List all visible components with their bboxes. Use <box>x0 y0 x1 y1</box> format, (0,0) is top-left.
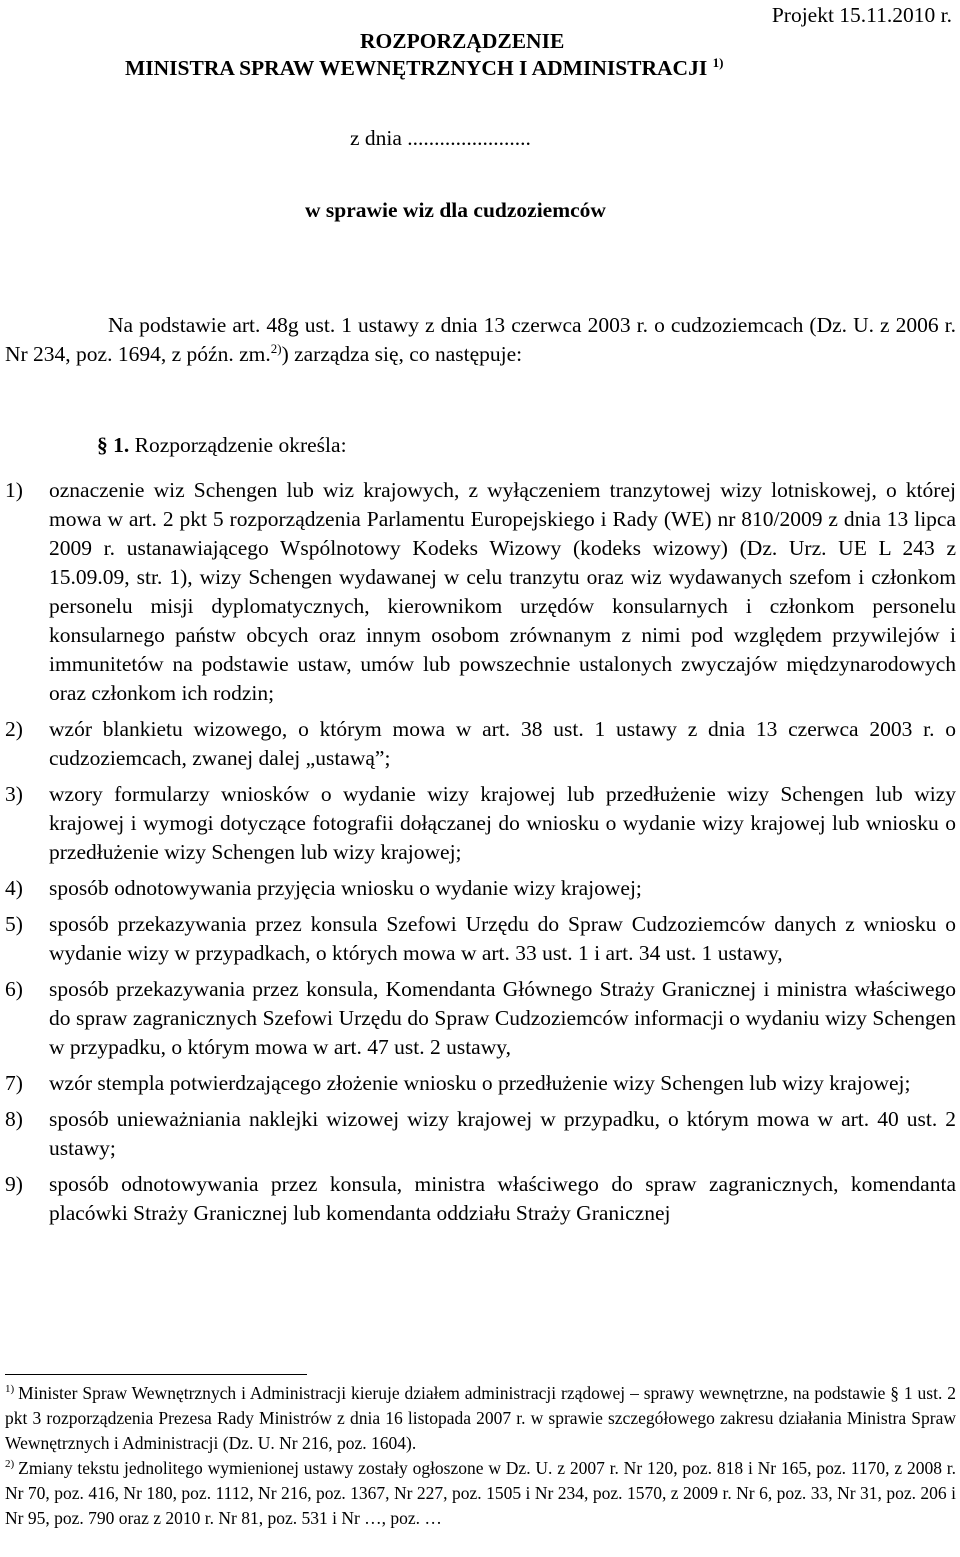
list-item-text: oznaczenie wiz Schengen lub wiz krajowych, z wyłączeniem tranzytowej wizy lotniskowej, o której mowa w art. 2 pkt 5 rozporządzenia Parlamentu Europejskiego i Rady (WE) nr 810/2009 z dnia 13 lipca 2009 r. ustanawiającego Wspólnotowy Kodeks Wizowy (kodeks wizowy) (Dz. Urz. UE L 243 z 15.09.09, str. 1), wizy Schengen wydawanej w celu tranzytu oraz wiz wydawanych szefom i członkom personelu misji dyplomatycznych, kierownikom urzędów konsularnych i członkom personelu konsularnego państw obcych oraz innym osobom zrównanym z nimi pod względem przywilejów i immunitetów na podstawie ustaw, umów lub powszechnie ustalonych zwyczajów międzynarodowych oraz członkom ich rodzin; <box>49 478 956 705</box>
footnote-ref: 1) <box>5 1383 15 1396</box>
legal-basis-footnote-ref: 2) <box>270 340 282 356</box>
footnote <box>5 1381 956 1456</box>
list-item <box>5 476 956 708</box>
list-item <box>5 715 956 773</box>
list-item-text: sposób odnotowywania przez konsula, ministra właściwego do spraw zagranicznych, komendanta placówki Straży Granicznej lub komendanta oddziału Straży Granicznej <box>49 1172 956 1225</box>
list-item-number: 8) <box>5 1107 23 1131</box>
footnote <box>5 1456 956 1531</box>
subject-line: w sprawie wiz dla cudzoziemców <box>305 198 606 222</box>
section-heading <box>97 433 347 458</box>
title-line-2-text: MINISTRA SPRAW WEWNĘTRZNYCH I ADMINISTRACJI <box>125 56 708 80</box>
draft-date: Projekt 15.11.2010 r. <box>771 3 952 27</box>
footnote-text: Minister Spraw Wewnętrznych i Administracji kieruje działem administracji rządowej – sprawy wewnętrzne, na podstawie § 1 ust. 2 pkt 3 rozporządzenia Prezesa Rady Ministrów z dnia 16 listopada 2007 r. w sprawie szczegółowego zakresu działania Ministra Spraw Wewnętrznych i Administracji (Dz. U. Nr 216, poz. 1604). <box>5 1383 956 1453</box>
list-item-text: sposób odnotowywania przyjęcia wniosku o wydanie wizy krajowej; <box>49 876 642 900</box>
list-item-number: 5) <box>5 912 23 936</box>
list-item <box>5 874 956 903</box>
title-line-1: ROZPORZĄDZENIE <box>360 29 565 53</box>
list-item-number: 3) <box>5 782 23 806</box>
list-item-text: sposób unieważniania naklejki wizowej wizy krajowej w przypadku, o którym mowa w art. 40 ust. 2 ustawy; <box>49 1107 956 1160</box>
legal-basis-text-end: ) zarządza się, co następuje: <box>281 342 523 366</box>
title-line-2 <box>125 55 723 82</box>
legal-basis-text: Na podstawie art. 48g ust. 1 ustawy z dnia 13 czerwca 2003 r. o cudzoziemcach (Dz. U. z 2006 r. Nr 234, poz. 1694, z późn. zm. <box>5 313 956 366</box>
list-item-text: sposób przekazywania przez konsula, Komendanta Głównego Straży Granicznej i ministra właściwego do spraw zagranicznych Szefowi Urzędu do Spraw Cudzoziemców informacji o wydaniu wizy Schengen w przypadku, o którym mowa w art. 47 ust. 2 ustawy, <box>49 977 956 1059</box>
list-item-number: 9) <box>5 1172 23 1196</box>
section-mark: § 1. <box>97 433 130 457</box>
legal-basis-paragraph <box>5 311 956 369</box>
list-item-text: wzór stempla potwierdzającego złożenie wniosku o przedłużenie wizy Schengen lub wizy krajowej; <box>49 1071 911 1095</box>
list-item <box>5 910 956 968</box>
footnote-divider <box>5 1374 307 1375</box>
section-item-list <box>5 476 956 1235</box>
list-item-number: 7) <box>5 1071 23 1095</box>
list-item-number: 1) <box>5 478 23 502</box>
list-item-text: wzory formularzy wniosków o wydanie wizy krajowej lub przedłużenie wizy Schengen lub wizy krajowej i wymogi dotyczące fotografii dołączanej do wniosku o wydanie wizy krajowej lub wniosku o przedłużenie wizy Schengen lub wizy krajowej; <box>49 782 956 864</box>
list-item <box>5 1105 956 1163</box>
list-item <box>5 1170 956 1228</box>
list-item-text: wzór blankietu wizowego, o którym mowa w art. 38 ust. 1 ustawy z dnia 13 czerwca 2003 r. o cudzoziemcach, zwanej dalej „ustawą”; <box>49 717 956 770</box>
list-item-number: 4) <box>5 876 23 900</box>
footnote-text: Zmiany tekstu jednolitego wymienionej ustawy zostały ogłoszone w Dz. U. z 2007 r. Nr 120, poz. 818 i Nr 165, poz. 1170, z 2008 r. Nr 70, poz. 416, Nr 180, poz. 1112, Nr 216, poz. 1367, Nr 227, poz. 1505 i Nr 234, poz. 1570, z 2009 r. Nr 6, poz. 33, Nr 31, poz. 206 i Nr 95, poz. 790 oraz z 2010 r. Nr 81, poz. 531 i Nr …, poz. … <box>5 1458 956 1528</box>
list-item <box>5 780 956 867</box>
list-item-number: 6) <box>5 977 23 1001</box>
list-item-number: 2) <box>5 717 23 741</box>
section-intro: Rozporządzenie określa: <box>134 433 347 457</box>
list-item <box>5 1069 956 1098</box>
title-footnote-ref: 1) <box>712 54 724 70</box>
list-item <box>5 975 956 1062</box>
list-item-text: sposób przekazywania przez konsula Szefowi Urzędu do Spraw Cudzoziemców danych z wniosku o wydanie wizy w przypadkach, o których mowa w art. 33 ust. 1 i art. 34 ust. 1 ustawy, <box>49 912 956 965</box>
date-line: z dnia ....................... <box>350 126 531 150</box>
footnotes <box>5 1381 956 1531</box>
footnote-ref: 2) <box>5 1458 15 1471</box>
